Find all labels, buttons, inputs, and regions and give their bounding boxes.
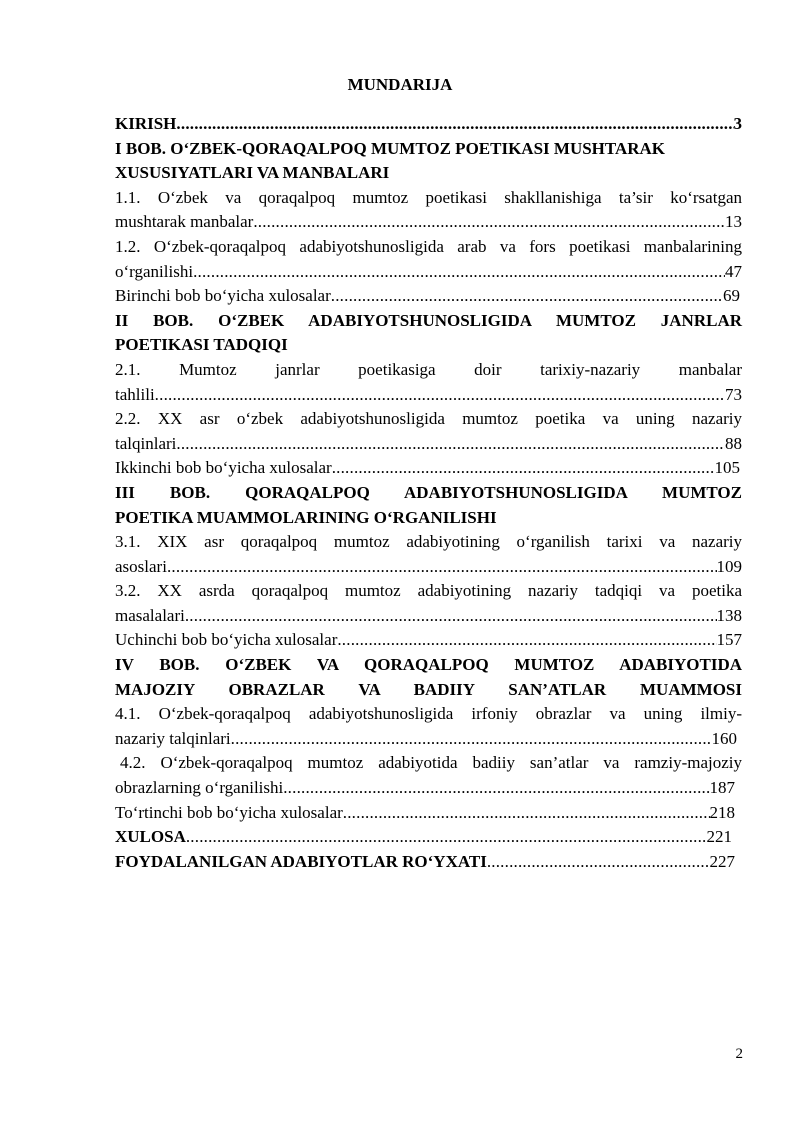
toc-page-number: 109 <box>716 556 742 576</box>
toc-section-1-2-line2 <box>115 260 742 285</box>
toc-chapter-4-summary <box>115 801 735 826</box>
toc-entry-text: talqinlari <box>115 433 177 453</box>
toc-entry-text: o‘rganilishi <box>115 261 194 281</box>
toc-chapter-3-title-line1: III BOB. QORAQALPOQ ADABIYOTSHUNOSLIGIDA MUMTOZ <box>115 482 742 502</box>
toc-page-number: 187 <box>709 778 735 798</box>
toc-entry-text: To‘rtinchi bob bo‘yicha xulosalar <box>115 802 343 822</box>
toc-section-2-2-line2 <box>115 432 742 457</box>
toc-section-1-1-line2 <box>115 210 742 235</box>
toc-page-number: 88 <box>725 433 742 453</box>
toc-chapter-3-summary <box>115 628 742 653</box>
dot-leader <box>185 604 717 629</box>
toc-chapter-4-title-line1: IV BOB. O‘ZBEK VA QORAQALPOQ MUMTOZ ADABIYOTIDA <box>115 655 742 675</box>
toc-section-1-2-line1: 1.2. O‘zbek-qoraqalpoq adabiyotshunosligida arab va fors poetikasi manbalarining <box>115 236 742 256</box>
table-of-contents <box>115 112 742 874</box>
toc-entry-xulosa <box>115 825 732 850</box>
toc-section-3-2-line1: 3.2. XX asrda qoraqalpoq mumtoz adabiyotining nazariy tadqiqi va poetika <box>115 581 742 601</box>
toc-page-number: 47 <box>725 261 742 281</box>
toc-entry-text: Uchinchi bob bo‘yicha xulosalar <box>115 630 338 650</box>
dot-leader <box>155 383 725 408</box>
toc-section-4-2-line1: 4.2. O‘zbek-qoraqalpoq mumtoz adabiyotida badiiy san’atlar va ramziy-majoziy <box>120 753 742 773</box>
toc-entry-text: nazariy talqinlari <box>115 728 231 748</box>
dot-leader <box>231 727 712 752</box>
dot-leader <box>176 112 733 137</box>
toc-section-4-2-line2 <box>115 776 735 801</box>
toc-entry-text: KIRISH <box>115 114 177 133</box>
toc-section-2-1-line1: 2.1. Mumtoz janrlar poetikasiga doir tarixiy-nazariy manbalar <box>115 359 742 379</box>
dot-leader <box>253 210 725 235</box>
dot-leader <box>331 284 723 309</box>
toc-entry-text: FOYDALANILGAN ADABIYOTLAR RO‘YXATI <box>115 851 487 871</box>
toc-chapter-3-title-line2: POETIKA MUAMMOLARINING O‘RGANILISHI <box>115 507 497 527</box>
toc-page-number: 3 <box>733 114 742 133</box>
toc-entry-text: mushtarak manbalar <box>115 212 254 232</box>
dot-leader <box>332 456 715 481</box>
toc-entry-text: XULOSA <box>115 827 186 847</box>
page-number: 2 <box>735 1046 743 1062</box>
dot-leader <box>176 432 725 457</box>
toc-section-3-1-line2 <box>115 555 742 580</box>
toc-page-number: 138 <box>716 605 742 625</box>
toc-section-4-1-line2 <box>115 727 737 752</box>
toc-entry-kirish <box>115 112 742 137</box>
toc-entry-text: Ikkinchi bob bo‘yicha xulosalar <box>115 458 332 478</box>
toc-entry-text: Birinchi bob bo‘yicha xulosalar <box>115 286 331 306</box>
toc-entry-text: tahlili <box>115 384 155 404</box>
dot-leader <box>487 850 710 875</box>
toc-chapter-1-title: I BOB. O‘ZBEK-QORAQALPOQ MUMTOZ POETIKASI MUSHTARAK XUSUSIYATLARI VA MANBALARI <box>115 138 666 183</box>
toc-page-number: 73 <box>725 384 742 404</box>
toc-section-2-1-line2 <box>115 383 742 408</box>
toc-page-number: 160 <box>711 728 737 748</box>
toc-page-number: 105 <box>714 458 740 478</box>
toc-section-3-1-line1: 3.1. XIX asr qoraqalpoq mumtoz adabiyotining o‘rganilish tarixi va nazariy <box>115 532 742 552</box>
dot-leader <box>343 801 710 826</box>
toc-chapter-2-title-line2: POETIKASI TADQIQI <box>115 335 288 355</box>
toc-chapter-1-summary <box>115 284 740 309</box>
toc-chapter-4-title-line2: MAJOZIY OBRAZLAR VA BADIIY SAN’ATLAR MUAMMOSI <box>115 679 742 699</box>
toc-page-number: 13 <box>725 212 742 232</box>
toc-chapter-2-summary <box>115 456 740 481</box>
dot-leader <box>167 555 717 580</box>
toc-entry-text: asoslari <box>115 556 167 576</box>
page-title: MUNDARIJA <box>347 75 453 94</box>
toc-entry-text: obrazlarning o‘rganilishi <box>115 778 284 798</box>
toc-section-4-1-line1: 4.1. O‘zbek-qoraqalpoq adabiyotshunosligida irfoniy obrazlar va uning ilmiy- <box>115 704 742 724</box>
dot-leader <box>337 628 716 653</box>
dot-leader <box>193 260 725 285</box>
toc-chapter-2-title-line1: II BOB. O‘ZBEK ADABIYOTSHUNOSLIGIDA MUMTOZ JANRLAR <box>115 310 742 330</box>
toc-page-number: 227 <box>709 851 735 871</box>
toc-section-3-2-line2 <box>115 604 742 629</box>
toc-entry-text: masalalari <box>115 605 185 625</box>
toc-page-number: 218 <box>709 802 735 822</box>
toc-page-number: 221 <box>706 827 732 847</box>
toc-page-number: 157 <box>716 630 742 650</box>
toc-section-2-2-line1: 2.2. XX asr o‘zbek adabiyotshunosligida mumtoz poetika va uning nazariy <box>115 409 742 429</box>
toc-section-1-1-line1: 1.1. O‘zbek va qoraqalpoq mumtoz poetikasi shakllanishiga ta’sir ko‘rsatgan <box>115 187 742 207</box>
toc-page-number: 69 <box>723 286 740 306</box>
toc-entry-references <box>115 850 735 875</box>
dot-leader <box>186 825 707 850</box>
dot-leader <box>283 776 709 801</box>
